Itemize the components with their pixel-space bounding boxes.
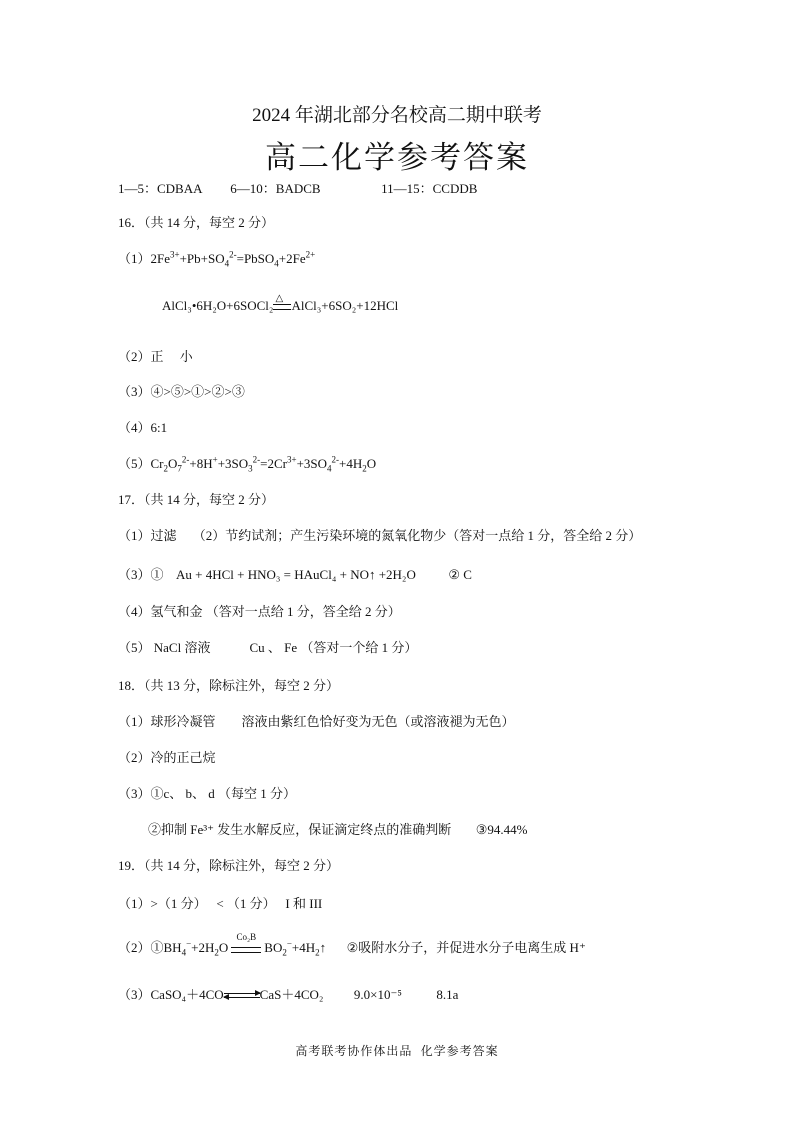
q17-part5: （5） NaCl 溶液 Cu 、 Fe （答对一个给 1 分） bbox=[118, 640, 418, 655]
q17-part4: （4）氢气和金 （答对一点给 1 分，答全给 2 分） bbox=[118, 604, 401, 619]
q16-part1-equation: $(1)2Fe^{3+}+Pb+SO_4^{2-}=PbSO_4+2Fe^{2+}$ bbox=[118, 249, 316, 269]
q18-part3-continued: ②抑制 Fe³⁺ 发生水解反应，保证滴定终点的准确判断 ③94.44% bbox=[148, 822, 528, 837]
q19-part1: （1）>（1 分） < （1 分） I 和 III bbox=[118, 896, 323, 911]
page-title: 高二化学参考答案 bbox=[265, 140, 529, 176]
q19-part2: $(2)①BH_4^-+2H_2O$ Co₂B $BO_2^-+4H_2↑$ ②吸附水分子，并促进水分子电离生成 H⁺ bbox=[118, 932, 586, 958]
choice-group-3: 11—15：CCDDB bbox=[381, 181, 478, 196]
q17-part3: （3）① Au + 4HCl + HNO₃ = HAuCl₄ + NO↑ +2H₂O ② C bbox=[118, 567, 472, 582]
exam-title: 2024 年湖北部分名校高二期中联考 bbox=[252, 105, 542, 126]
choice-answers bbox=[118, 181, 477, 197]
q16-part2: （2）正 小 bbox=[118, 349, 193, 364]
q18-part1: （1）球形冷凝管 溶液由紫红色恰好变为无色（或溶液褪为无色） bbox=[118, 714, 515, 729]
q18-heading: 18．（共 13 分，除标注外，每空 2 分） bbox=[118, 678, 340, 693]
catalyst-equals-sign: Co₂B bbox=[228, 941, 264, 957]
page-footer: 高考联考协作体出品 化学参考答案 bbox=[295, 1044, 499, 1058]
heating-equals-sign: △ bbox=[273, 304, 291, 310]
q18-part2: （2）冷的正己烷 bbox=[118, 750, 216, 765]
q17-part1-2: （1）过滤 （2）节约试剂；产生污染环境的氮氧化物少（答对一点给 1 分，答全给 2 分） bbox=[118, 528, 642, 543]
q19-heading: 19．（共 14 分，除标注外，每空 2 分） bbox=[118, 858, 340, 873]
q17-equation: Au + 4HCl + HNO₃ = HAuCl₄ + NO↑ +2H₂O bbox=[176, 567, 416, 582]
q16-part3: （3）④>⑤>①>②>③ bbox=[118, 384, 245, 399]
q17-heading: 17．（共 14 分，每空 2 分） bbox=[118, 492, 275, 507]
q16-part1-equation-2: AlCl₃•6H₂O+6SOCl₂ △ AlCl₃+6SO₂+12HCl bbox=[162, 293, 399, 313]
choice-group-1: 1—5：CDBAA bbox=[118, 181, 202, 196]
q16-heading: 16．（共 14 分，每空 2 分） bbox=[118, 215, 275, 230]
q19-part3: （3）CaSO₄＋4CO CaS＋4CO₂ 9.0×10⁻⁵ 8.1a bbox=[118, 987, 459, 1002]
q16-part5-equation: $(5)Cr_2O_7^{2-}+8H^++3SO_3^{2-}=2Cr^{3+}+3SO_4^{2-}+4H_2O$ bbox=[118, 454, 377, 474]
q18-part3: （3）①c、 b、 d （每空 1 分） bbox=[118, 786, 297, 801]
choice-group-2: 6—10：BADCB bbox=[230, 181, 321, 196]
reversible-arrow bbox=[224, 992, 260, 1000]
q16-part4: （4）6:1 bbox=[118, 420, 168, 435]
